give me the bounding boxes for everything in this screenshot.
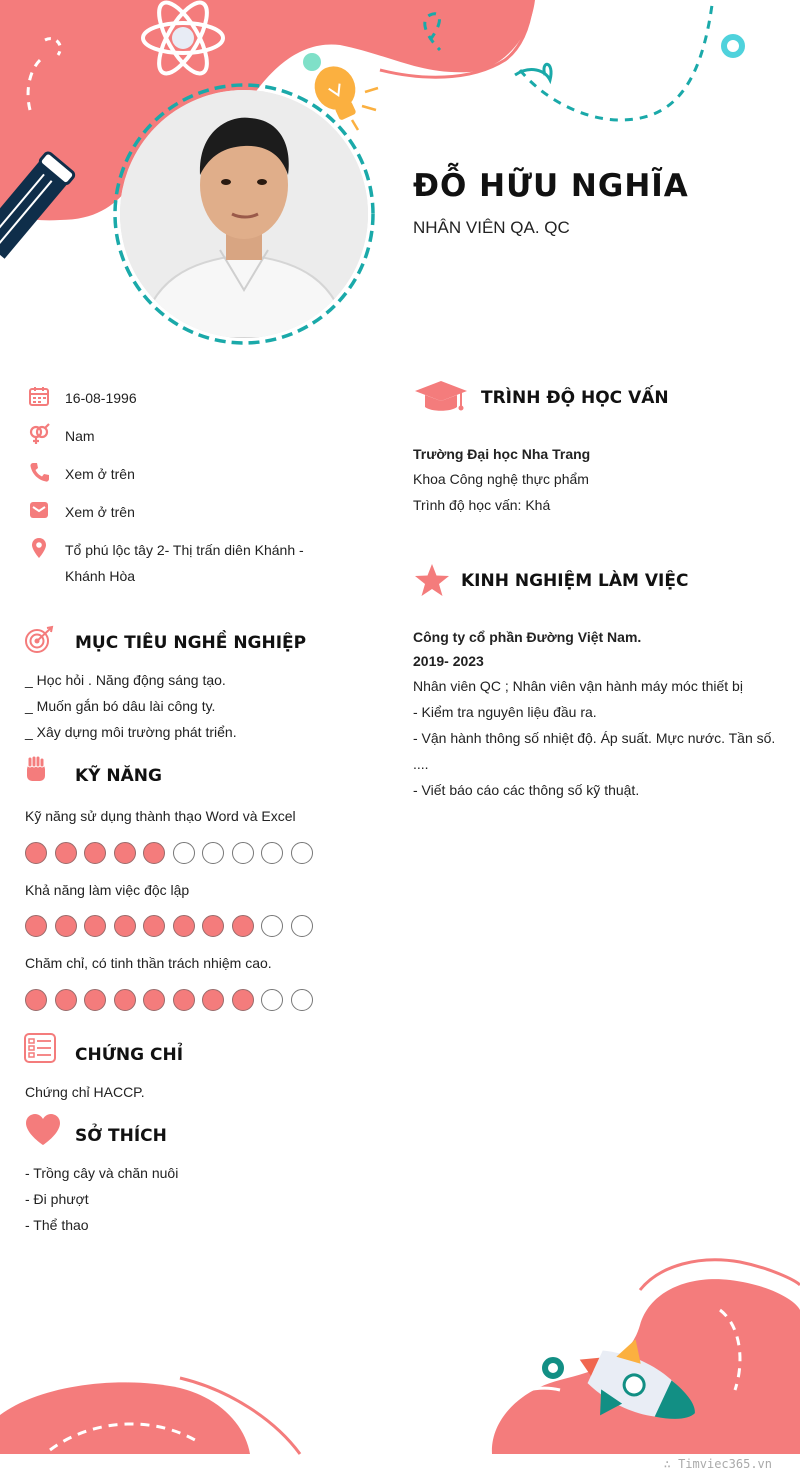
contact-address [28,537,304,589]
objective-line-1: _ Học hỏi . Năng động sáng tạo. [25,672,226,688]
phone-text: Xem ở trên [65,466,135,482]
gender-icon [28,423,50,445]
rating-dot-empty [261,915,283,937]
address-block [65,537,304,589]
rating-dot-empty [202,842,224,864]
experience-company: Công ty cổ phần Đường Việt Nam. [413,629,642,645]
skill-3-rating [25,989,320,1011]
hobby-line-3: - Thể thao [25,1217,89,1233]
skill-2-name: Khả năng làm việc độc lập [25,882,190,898]
target-icon [24,625,54,655]
rating-dot-empty [232,842,254,864]
rating-dot-filled [232,915,254,937]
contact-email [28,499,135,525]
rating-dot-filled [25,989,47,1011]
skill-3-name: Chăm chỉ, có tinh thần trách nhiệm cao. [25,955,272,971]
experience-line-5: - Viết báo cáo các thông số kỹ thuật. [413,782,640,798]
calendar-icon [28,385,50,407]
rating-dot-filled [25,915,47,937]
birthday-text: 16-08-1996 [65,390,137,406]
skill-2-rating [25,915,320,937]
objective-line-3: _ Xây dựng môi trường phát triển. [25,724,237,740]
rating-dot-empty [291,842,313,864]
rating-dot-empty [261,989,283,1011]
phone-icon [28,461,50,483]
rating-dot-filled [84,842,106,864]
profile-photo [120,90,368,338]
rating-dot-filled [84,989,106,1011]
experience-line-3: - Vận hành thông số nhiệt độ. Áp suất. Mực nước. Tần số. [413,730,776,746]
watermark [664,1457,772,1471]
checklist-icon [24,1033,56,1063]
rating-dot-filled [84,915,106,937]
address-line-2: Khánh Hòa [65,568,136,584]
job-title: NHÂN VIÊN QA. QC [413,218,570,237]
rating-dot-filled [55,915,77,937]
rating-dot-empty [261,842,283,864]
contact-birthday [28,385,137,411]
rating-dot-empty [291,989,313,1011]
person-avatar-icon [120,90,368,338]
rating-dot-filled [202,915,224,937]
rating-dot-filled [114,915,136,937]
email-text: Xem ở trên [65,504,135,520]
watermark-logo-icon: ∴ [663,1457,679,1471]
graduation-cap-icon [413,380,469,414]
mail-icon [28,499,50,521]
star-icon [414,563,450,597]
experience-line-1: Nhân viên QC ; Nhân viên vận hành máy móc thiết bị [413,678,743,694]
education-title: TRÌNH ĐỘ HỌC VẤN [481,388,669,408]
rating-dot-empty [173,842,195,864]
contact-phone [28,461,135,487]
certificate-text: Chứng chỉ HACCP. [25,1084,145,1100]
skill-1-name: Kỹ năng sử dụng thành thạo Word và Excel [25,808,296,824]
watermark-text: Timviec365.vn [678,1457,772,1471]
rating-dot-filled [55,989,77,1011]
education-faculty: Khoa Công nghệ thực phẩm [413,471,589,487]
hobby-line-1: - Trồng cây và chăn nuôi [25,1165,179,1181]
education-school: Trường Đại học Nha Trang [413,446,591,462]
hobbies-title: SỞ THÍCH [75,1126,167,1146]
rating-dot-filled [114,842,136,864]
footer-decoration [0,1250,800,1479]
objective-title: MỤC TIÊU NGHỀ NGHIỆP [75,633,307,653]
heart-icon [24,1113,62,1147]
gender-text: Nam [65,428,95,444]
experience-title: KINH NGHIỆM LÀM VIỆC [461,571,689,591]
address-line-1: Tổ phú lộc tây 2- Thị trấn diên Khánh - [65,542,304,558]
education-level: Trình độ học vấn: Khá [413,497,551,513]
location-pin-icon [28,537,50,559]
experience-line-2: - Kiểm tra nguyên liệu đầu ra. [413,704,597,720]
rating-dot-filled [143,989,165,1011]
rating-dot-filled [55,842,77,864]
certificates-title: CHỨNG CHỈ [75,1045,184,1065]
rating-dot-empty [291,915,313,937]
skills-title: KỸ NĂNG [75,766,162,786]
rating-dot-filled [202,989,224,1011]
contact-gender [28,423,95,449]
hobby-line-2: - Đi phượt [25,1191,89,1207]
rating-dot-filled [143,915,165,937]
experience-period: 2019- 2023 [413,653,484,669]
rating-dot-filled [232,989,254,1011]
rating-dot-filled [173,989,195,1011]
experience-line-4: .... [413,756,429,772]
candidate-name: ĐỖ HỮU NGHĨA [413,168,689,204]
raised-fist-icon [25,755,47,785]
objective-line-2: _ Muốn gắn bó dâu lài công ty. [25,698,216,714]
rating-dot-filled [143,842,165,864]
rating-dot-filled [173,915,195,937]
rating-dot-filled [25,842,47,864]
profile-photo-frame [112,82,376,346]
rating-dot-filled [114,989,136,1011]
skill-1-rating [25,842,320,864]
